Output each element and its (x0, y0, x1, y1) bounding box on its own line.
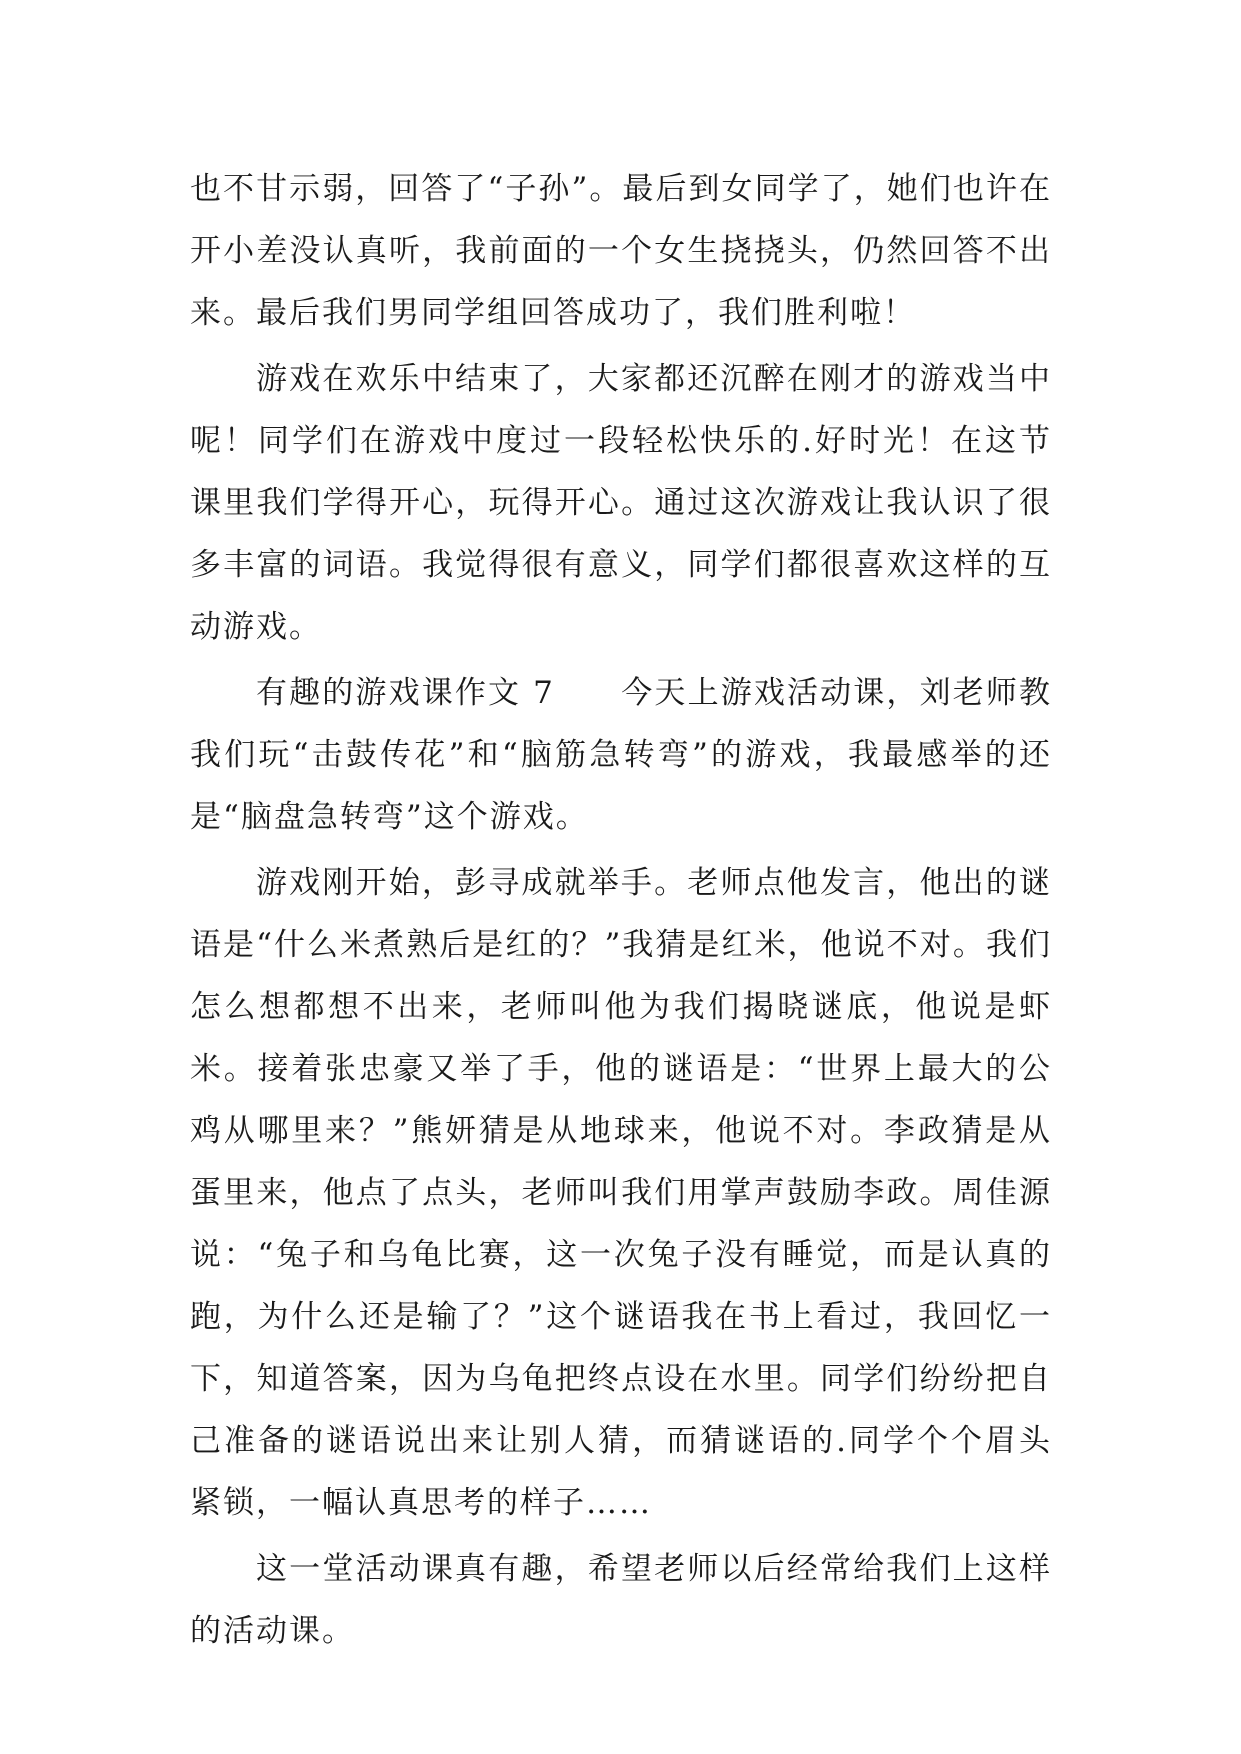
paragraph-game-end: 游戏在欢乐中结束了，大家都还沉醉在刚才的游戏当中呢！同学们在游戏中度过一段轻松快乐的.好时光！在这节课里我们学得开心，玩得开心。通过这次游戏让我认识了很多丰富的词语。我觉得很有意义，同学们都很喜欢这样的互动游戏。 (190, 361, 1052, 645)
document-body (190, 158, 1052, 1666)
paragraph-continuation: 也不甘示弱，回答了“子孙”。最后到女同学了，她们也许在开小差没认真听，我前面的一个女生挠挠头，仍然回答不出来。最后我们男同学组回答成功了，我们胜利啦！ (190, 171, 1052, 331)
paragraph-conclusion: 这一堂活动课真有趣，希望老师以后经常给我们上这样的活动课。 (190, 1551, 1052, 1649)
paragraph-riddles: 游戏刚开始，彭寻成就举手。老师点他发言，他出的谜语是“什么米煮熟后是红的？”我猜是红米，他说不对。我们怎么想都想不出来，老师叫他为我们揭晓谜底，他说是虾米。接着张忠豪又举了手，他的谜语是：“世界上最大的公鸡从哪里来？”熊妍猜是从地球来，他说不对。李政猜是从蛋里来，他点了点头，老师叫我们用掌声鼓励李政。周佳源说：“兔子和乌龟比赛，这一次兔子没有睡觉，而是认真的跑，为什么还是输了？”这个谜语我在书上看过，我回忆一下，知道答案，因为乌龟把终点设在水里。同学们纷纷把自己准备的谜语说出来让别人猜，而猜谜语的.同学个个眉头紧锁，一幅认真思考的样子…… (190, 865, 1052, 1521)
paragraph-essay-7-intro: 有趣的游戏课作文 7 今天上游戏活动课，刘老师教我们玩“击鼓传花”和“脑筋急转弯”的游戏，我最感举的还是“脑盘急转弯”这个游戏。 (190, 675, 1052, 835)
